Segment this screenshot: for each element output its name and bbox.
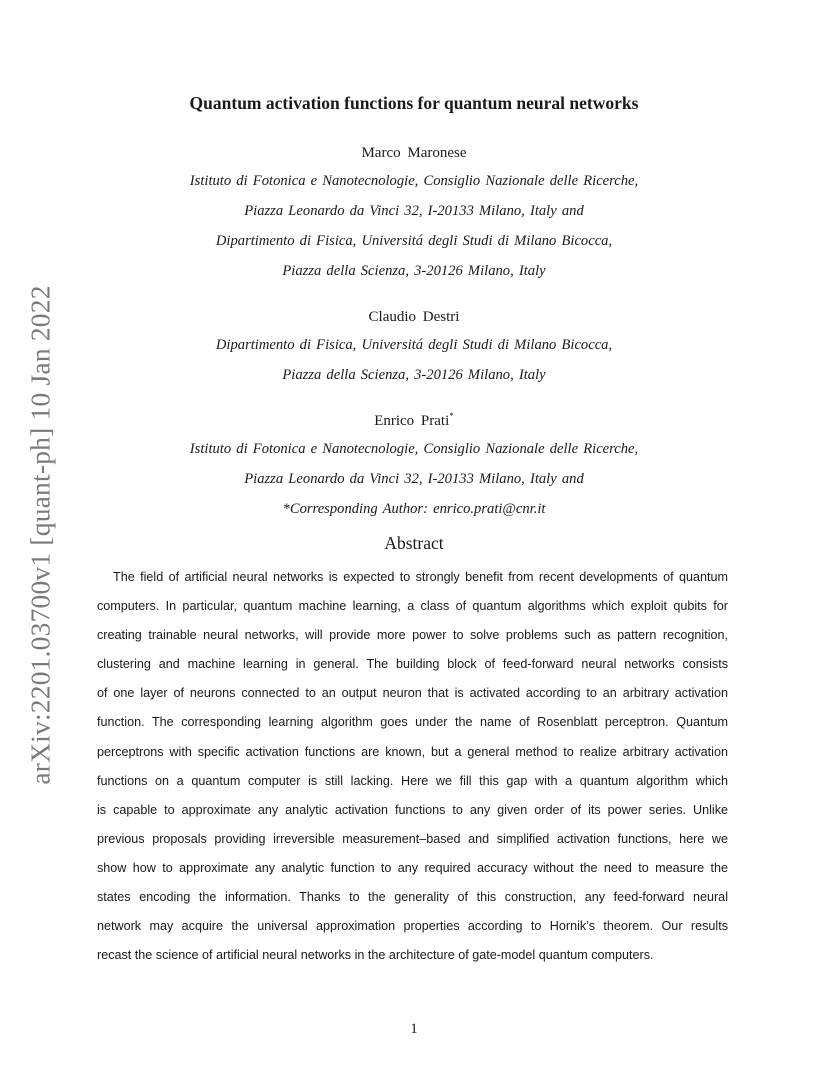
abstract-line: show how to approximate any analytic function to any required accuracy without the need to measure the: [97, 860, 728, 875]
affiliation-line: Dipartimento di Fisica, Universitá degli Studi di Milano Bicocca,: [215, 233, 613, 249]
abstract-line: previous proposals providing irreversible measurement–based and simplified activation functions, here we: [97, 831, 728, 846]
paper-title: Quantum activation functions for quantum neural networks: [189, 93, 639, 113]
affiliation-line: Istituto di Fotonica e Nanotecnologie, Consiglio Nazionale delle Ricerche,: [189, 441, 639, 457]
author-name-text: Enrico Prati: [374, 413, 450, 429]
abstract-line: computers. In particular, quantum machine learning, a class of quantum algorithms which exploit qubits for: [97, 599, 728, 614]
abstract-line: states encoding the information. Thanks to the generality of this construction, any feed-forward neural: [97, 890, 728, 905]
author-affiliation: [0, 330, 828, 390]
abstract-line: is capable to approximate any analytic activation functions to any given order of its power series. Unlike: [97, 802, 728, 817]
author-name: [0, 143, 828, 162]
affiliation-line: Piazza Leonardo da Vinci 32, I-20133 Milano, Italy and: [244, 471, 584, 487]
abstract-line: function. The corresponding learning algorithm goes under the name of Rosenblatt perceptron. Quantum: [97, 715, 728, 730]
abstract-body: [97, 563, 728, 970]
affiliation-line: Dipartimento di Fisica, Universitá degli Studi di Milano Bicocca,: [215, 337, 613, 353]
abstract-line: The field of artificial neural networks is expected to strongly benefit from recent developments of quantum: [113, 570, 728, 584]
abstract-line: of one layer of neurons connected to an output neuron that is activated according to an arbitrary activation: [97, 686, 728, 701]
author-name-text: Claudio Destri: [368, 309, 460, 325]
abstract-line: clustering and machine learning in general. The building block of feed-forward neural networks consists: [97, 657, 728, 672]
affiliation-line: Piazza della Scienza, 3-20126 Milano, Italy: [282, 263, 546, 279]
affiliation-line: Istituto di Fotonica e Nanotecnologie, Consiglio Nazionale delle Ricerche,: [189, 173, 639, 189]
abstract-line: perceptrons with specific activation functions are known, but a general method to realize arbitrary activation: [97, 744, 728, 759]
abstract-line: recast the science of artificial neural networks in the architecture of gate-model quantum computers.: [97, 948, 654, 963]
corresponding-author-line: *Corresponding Author: enrico.prati@cnr.it: [282, 501, 546, 517]
author-name-text: Marco Maronese: [361, 145, 467, 161]
author-affiliation: [0, 434, 828, 524]
affiliation-line: Piazza della Scienza, 3-20126 Milano, Italy: [282, 367, 546, 383]
corresponding-author-marker: *: [449, 411, 454, 421]
author-name: [0, 307, 828, 326]
arxiv-identifier-text: arXiv:2201.03700v1 [quant-ph] 10 Jan 2022: [25, 285, 56, 785]
affiliation-line: Piazza Leonardo da Vinci 32, I-20133 Milano, Italy and: [244, 203, 584, 219]
author-name: [0, 411, 828, 430]
abstract-line: functions on a quantum computer is still lacking. Here we fill this gap with a quantum algorithm which: [97, 773, 728, 788]
abstract-line: network may acquire the universal approximation properties according to Hornik’s theorem. Our results: [97, 919, 728, 934]
author-affiliation: [0, 166, 828, 286]
abstract-line: creating trainable neural networks, will provide more power to solve problems such as pattern recognition,: [97, 628, 728, 643]
page-number: 1: [410, 1021, 418, 1037]
abstract-heading: Abstract: [384, 533, 444, 553]
